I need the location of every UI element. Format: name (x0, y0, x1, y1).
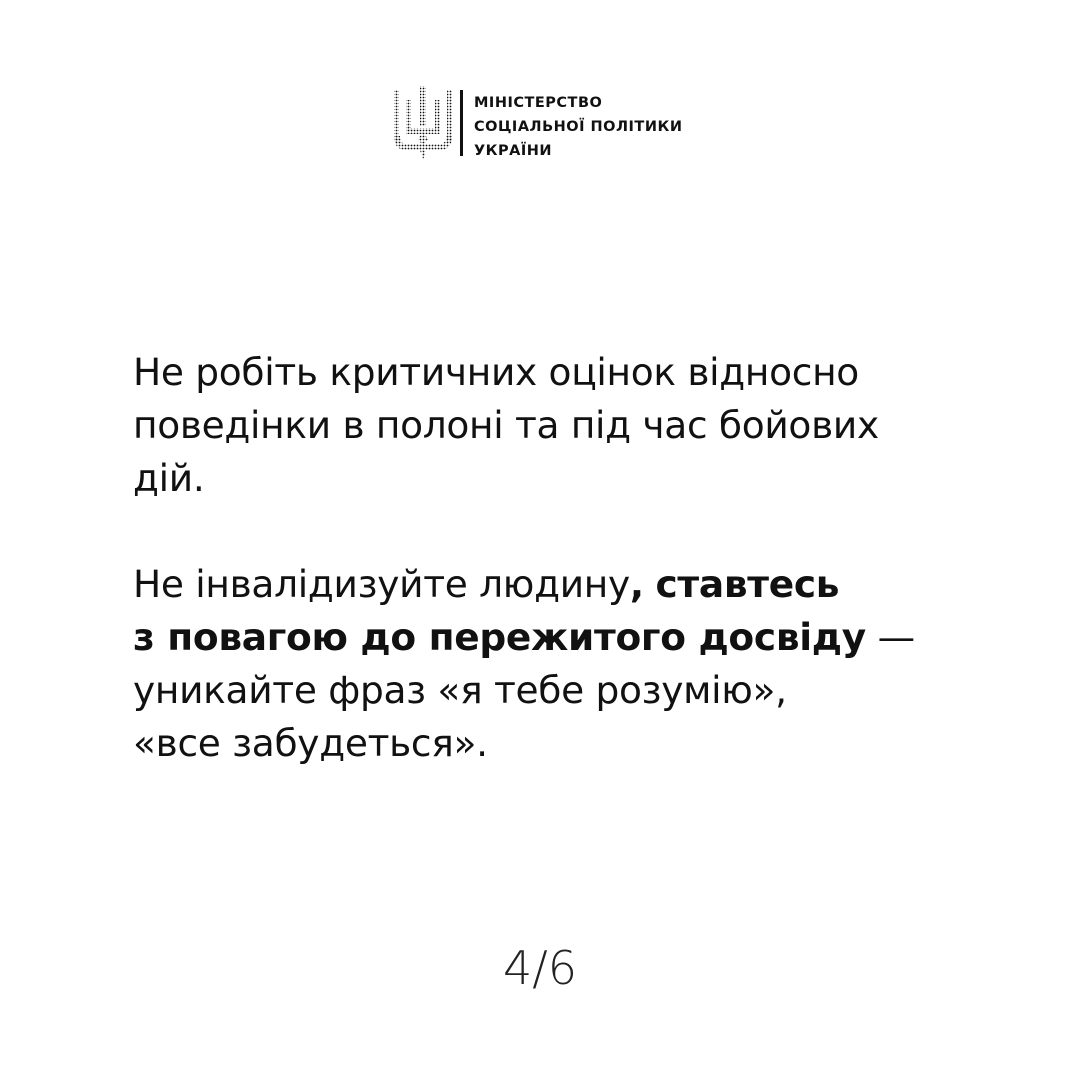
paragraph-2-line-4: «все забудеться». (133, 721, 488, 765)
paragraph-2-line-3: уникайте фраз «я тебе розумію», (133, 668, 787, 712)
paragraph-2-line-1-emphasis: ставтесь (655, 562, 840, 606)
paragraph-2-line-1 (133, 558, 1013, 611)
paragraph-2-line-1-regular: Не інвалідизуйте людину (133, 562, 630, 606)
paragraph-1-line-3: дій. (133, 456, 205, 500)
paragraph-criticism (133, 346, 1013, 505)
paragraph-2-line-2 (133, 611, 1013, 664)
paragraph-2-comma: , (629, 562, 644, 606)
trident-icon (392, 84, 454, 164)
main-content (133, 346, 1013, 770)
paragraph-2-dash: — (877, 615, 915, 659)
logo-divider (460, 90, 463, 156)
paragraph-1-line-1: Не робіть критичних оцінок відносно (133, 350, 859, 394)
paragraph-2-line-2-emphasis: з повагою до пережитого досвіду (133, 615, 866, 659)
paragraph-respect (133, 558, 1013, 770)
ministry-name-line-1: МІНІСТЕРСТВО (474, 95, 603, 111)
ministry-logo (392, 84, 692, 166)
page-counter: 4/6 (502, 941, 578, 995)
paragraph-1-line-2: поведінки в полоні та під час бойових (133, 403, 879, 447)
ministry-name-line-2: СОЦІАЛЬНОЇ ПОЛІТИКИ (474, 119, 683, 135)
ministry-name-line-3: УКРАЇНИ (474, 143, 553, 159)
ministry-name (474, 91, 682, 163)
